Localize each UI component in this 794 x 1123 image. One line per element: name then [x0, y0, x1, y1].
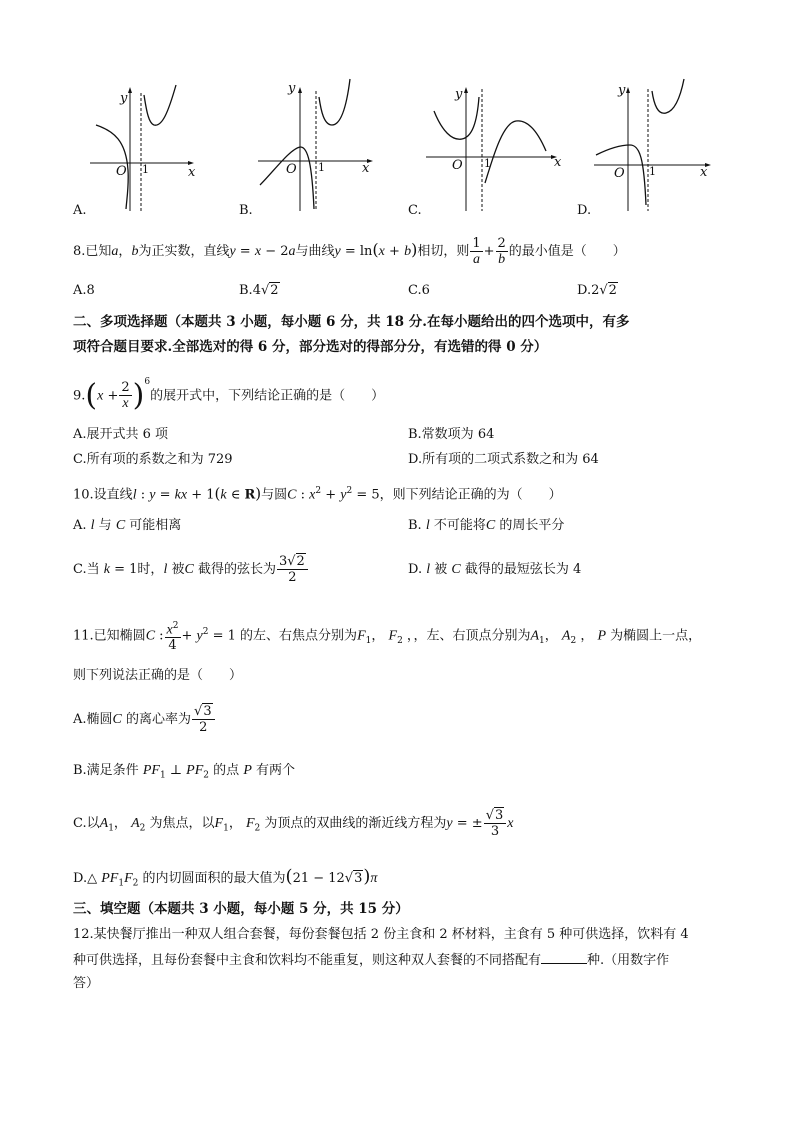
graph-c-x-label: x [554, 155, 562, 170]
question-8: 8.已知a，b为正实数，直线y = x − 2a与曲线y = ln(x + b)相切，则 $\frac{1}{a}$ + $\frac{2}{b}$ 的最小值是（ ） [73, 236, 626, 267]
q8-option-a: A.8 [73, 283, 95, 298]
q8-option-d: D.2√2 [577, 283, 617, 298]
graph-c-y-label: y [455, 87, 463, 102]
graph-a-tick: 1 [142, 163, 149, 176]
graph-b-label: B. [239, 203, 253, 218]
graph-d-label: D. [577, 203, 592, 218]
graph-b-tick: 1 [318, 161, 325, 174]
graph-c-tick: 1 [484, 157, 491, 170]
graph-b-x-label: x [362, 161, 370, 176]
q11-option-c: C.以$A_1$， $A_2$ 为焦点，以$F_1$， $F_2$ 为顶点的双曲线的渐近线方程为y = ± $\frac{√3}{3}$ x [73, 808, 514, 839]
q12-answer-blank[interactable] [541, 951, 587, 964]
q10-option-d: D. l 被 C 截得的最短弦长为 4 [408, 562, 582, 577]
graph-d-y-label: y [618, 83, 626, 98]
question-9: 9.(x + $\frac{2}{x}$ )$^6$的展开式中，下列结论正确的是（ ） [73, 377, 385, 413]
q9-option-b: B.常数项为 64 [408, 427, 495, 442]
graph-d-x-label: x [700, 165, 708, 180]
graph-a-origin: O [116, 164, 127, 179]
q11-option-a: A.椭圆C 的离心率为 $\frac{√3}{2}$ [73, 700, 216, 740]
q9-option-c: C.所有项的系数之和为 729 [73, 452, 233, 467]
q9-option-d: D.所有项的二项式系数之和为 64 [408, 452, 599, 467]
section-2-title-line1: 二、多项选择题（本题共 3 小题，每小题 6 分，共 18 分.在每小题给出的四个选项中，有多 [73, 314, 630, 330]
q12-line2: 种可供选择，且每份套餐中主食和饮料均不能重复，则这种双人套餐的不同搭配有 种.（用数字作 [73, 953, 670, 968]
graph-a-label: A. [73, 203, 87, 218]
question-11: 11.已知椭圆C : $\frac{x^2}{4}$ + $y^2 = 1$ 的左、右焦点分别为$F_1$， $F_2$ ，，左、右顶点分别为$A_1$， $A_2$ ， P 为椭圆上一点， [73, 620, 702, 653]
graph-a-y-label: y [120, 91, 128, 106]
q11-option-b: B.满足条件 $PF_1$ ⊥ $PF_2$ 的点 P 有两个 [73, 763, 296, 781]
q11-option-d: D.△ $PF_1F_2$ 的内切圆面积的最大值为(21 − 12√3)π [73, 866, 378, 889]
graph-d-tick: 1 [649, 165, 656, 178]
q9-option-a: A.展开式共 6 项 [73, 427, 169, 442]
q12-line1: 12.某快餐厅推出一种双人组合套餐，每份套餐包括 2 份主食和 2 杯材料，主食有 5 种可供选择，饮料有 4 [73, 927, 689, 942]
q10-option-b: B. l 不可能将C 的周长平分 [408, 518, 565, 533]
graph-c-label: C. [408, 203, 422, 218]
section-3-title: 三、填空题（本题共 3 小题，每小题 5 分，共 15 分） [73, 901, 409, 917]
q12-line3: 答） [73, 976, 100, 991]
q8-option-b: B.4√2 [239, 283, 279, 298]
graph-b-origin: O [286, 162, 297, 177]
q10-option-a: A. l 与 C 可能相离 [73, 518, 182, 533]
graph-d [590, 75, 722, 215]
q8-option-c: C.6 [408, 283, 430, 298]
question-10: 10.设直线l : y = kx + 1(k ∈ R)与圆C : $x^2 + y^2 = 5$，则下列结论正确的为（ ） [73, 484, 562, 503]
graph-b [252, 75, 380, 215]
graph-a [86, 75, 206, 215]
graph-b-y-label: y [288, 81, 296, 96]
q11-line2: 则下列说法正确的是（ ） [73, 668, 243, 683]
section-2-title-line2: 项符合题目要求.全部选对的得 6 分，部分选对的得部分分，有选错的得 0 分） [73, 339, 548, 355]
graph-d-origin: O [614, 166, 625, 181]
graph-a-x-label: x [188, 165, 196, 180]
q10-option-c: C.当 k = 1时，l 被C 截得的弦长为 $\frac{3√2}{2}$ [73, 550, 309, 590]
graph-c [422, 75, 564, 215]
graph-c-origin: O [452, 158, 463, 173]
